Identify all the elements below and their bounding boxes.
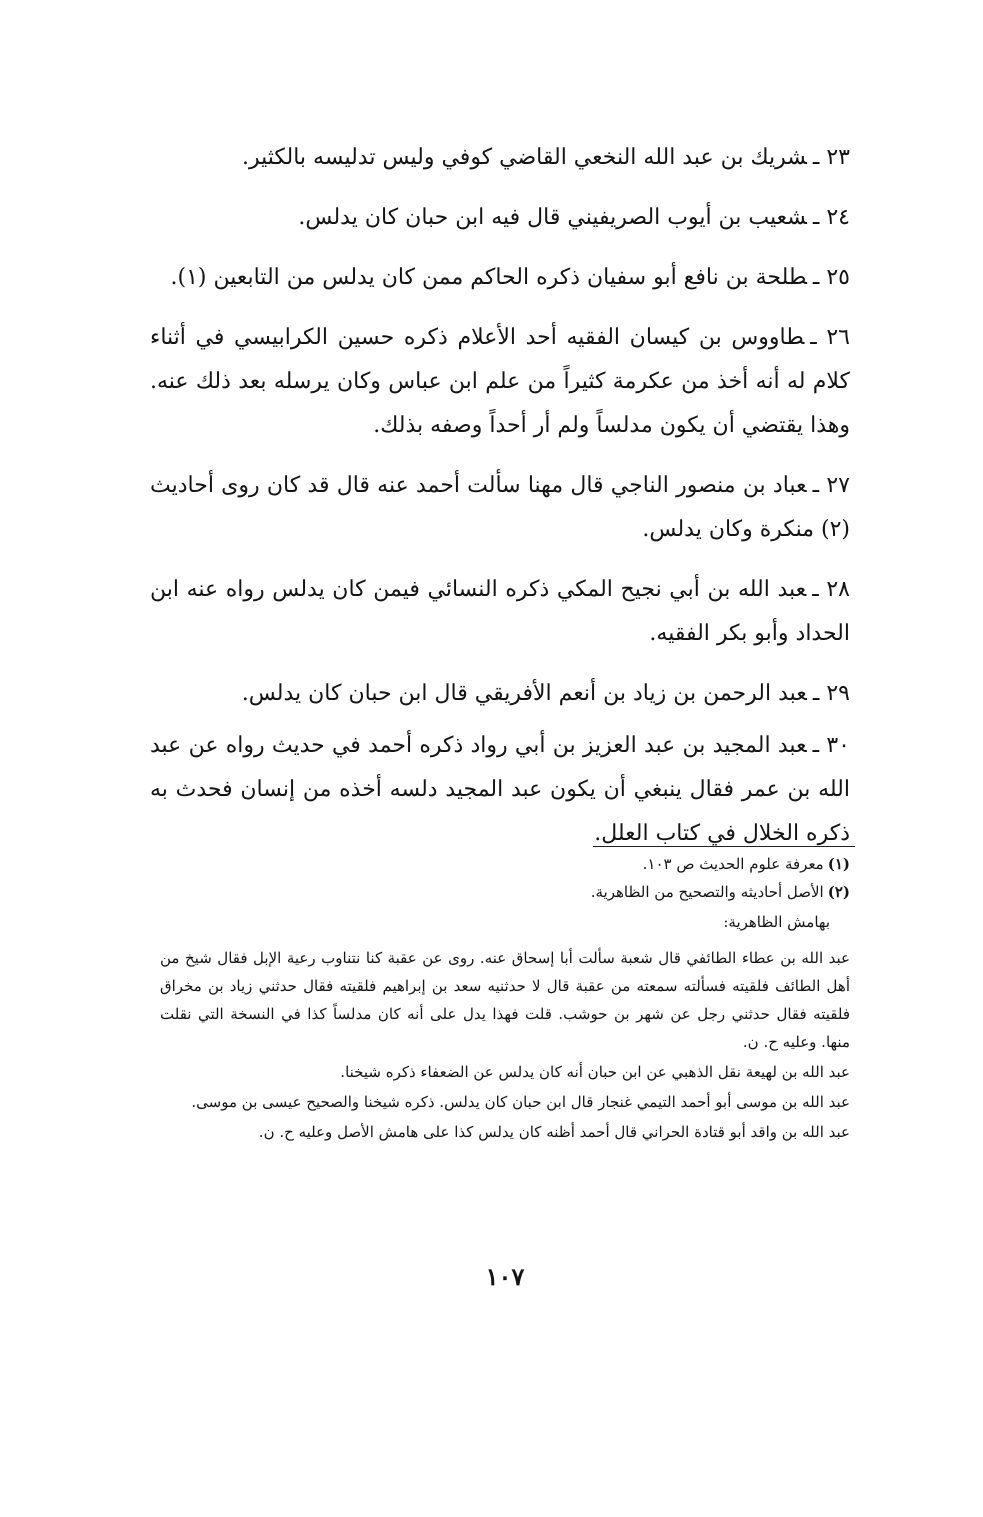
entry-number: ٢٤ ـ <box>812 205 850 230</box>
footnote-2 <box>160 878 850 906</box>
margin-note: عبد الله بن واقد أبو قتادة الحراني قال أحمد أظنه كان يدلس كذا على هامش الأصل وعليه ح. ن. <box>258 1123 850 1141</box>
footnote-ref: (١) <box>827 855 850 873</box>
footnote-text: معرفة علوم الحديث ص ١٠٣. <box>642 855 824 873</box>
page-number: ١٠٧ <box>485 1262 525 1291</box>
entry-29 <box>150 672 850 716</box>
entry-30 <box>150 724 850 856</box>
footnotes-area <box>160 850 850 1148</box>
margin-notes-heading: بهامش الظاهرية: <box>723 913 830 931</box>
margin-note: عبد الله بن عطاء الطائفي قال شعبة سألت أبا إسحاق عنه. روى عن عقبة كنا نتناوب رعية الإبل فقال شيخ من أهل الطائف فلقيته فسألته سمعته من عقبة قال لا حدثنيه سعد بن إبراهيم فلقيته فقال حدثني زياد بن مخراق فلقيته فقال حدثني رجل عن شهر بن حوشب. قلت فهذا يدل على أنه كان مدلساً كذا في النسخة التي نقلت منها. وعليه ح. ن. <box>160 949 850 1051</box>
entry-text: عباد بن منصور الناجي قال مهنا سألت أحمد عنه قال قد كان روى أحاديث (٢) منكرة وكان يدلس. <box>150 473 850 542</box>
footnote-1 <box>160 850 850 878</box>
entry-text: شعيب بن أيوب الصريفيني قال فيه ابن حبان كان يدلس. <box>298 205 807 230</box>
footnote-text: الأصل أحاديثه والتصحيح من الظاهرية. <box>590 883 824 901</box>
entry-number: ٢٥ ـ <box>812 265 850 290</box>
footnote-ref: (٢) <box>827 883 850 901</box>
entry-28 <box>150 568 850 656</box>
entry-text: عبد الله بن أبي نجيح المكي ذكره النسائي فيمن كان يدلس رواه عنه ابن الحداد وأبو بكر الفقيه. <box>150 577 850 646</box>
entry-text: عبد الرحمن بن زياد بن أنعم الأفريقي قال ابن حبان كان يدلس. <box>241 681 807 706</box>
entry-number: ٣٠ ـ <box>812 733 850 758</box>
entry-number: ٢٧ ـ <box>812 473 850 498</box>
entry-24 <box>150 196 850 240</box>
entry-23 <box>150 136 850 180</box>
entry-text: شريك بن عبد الله النخعي القاضي كوفي وليس تدليسه بالكثير. <box>241 145 807 170</box>
margin-note: عبد الله بن موسى أبو أحمد التيمي غنجار قال ابن حبان كان يدلس. ذكره شيخنا والصحيح عيسى بن موسى. <box>191 1093 850 1111</box>
entry-27 <box>150 464 850 552</box>
entry-number: ٢٦ ـ <box>810 325 850 350</box>
footnote-divider <box>593 846 855 847</box>
main-text <box>150 136 850 872</box>
entry-text: طاووس بن كيسان الفقيه أحد الأعلام ذكره حسين الكرابيسي في أثناء كلام له أنه أخذ من عكرمة كثيراً من علم ابن عباس وكان يرسله بعد ذلك عنه. وهذا يقتضي أن يكون مدلساً ولم أر أحداً وصفه بذلك. <box>150 325 850 438</box>
margin-note: عبد الله بن لهيعة نقل الذهبي عن ابن حبان أنه كان يدلس عن الضعفاء ذكره شيخنا. <box>340 1063 850 1081</box>
entry-text: طلحة بن نافع أبو سفيان ذكره الحاكم ممن كان يدلس من التابعين (١). <box>170 265 807 290</box>
entry-text: عبد المجيد بن عبد العزيز بن أبي رواد ذكره أحمد في حديث رواه عن عبد الله بن عمر فقال ينبغي أن يكون عبد المجيد دلسه أخذه من إنسان فحدث به ذكره الخلال في كتاب العلل. <box>150 733 850 846</box>
entry-26 <box>150 316 850 448</box>
entry-number: ٢٩ ـ <box>812 681 850 706</box>
entry-number: ٢٨ ـ <box>812 577 850 602</box>
entry-number: ٢٣ ـ <box>812 145 850 170</box>
entry-25 <box>150 256 850 300</box>
